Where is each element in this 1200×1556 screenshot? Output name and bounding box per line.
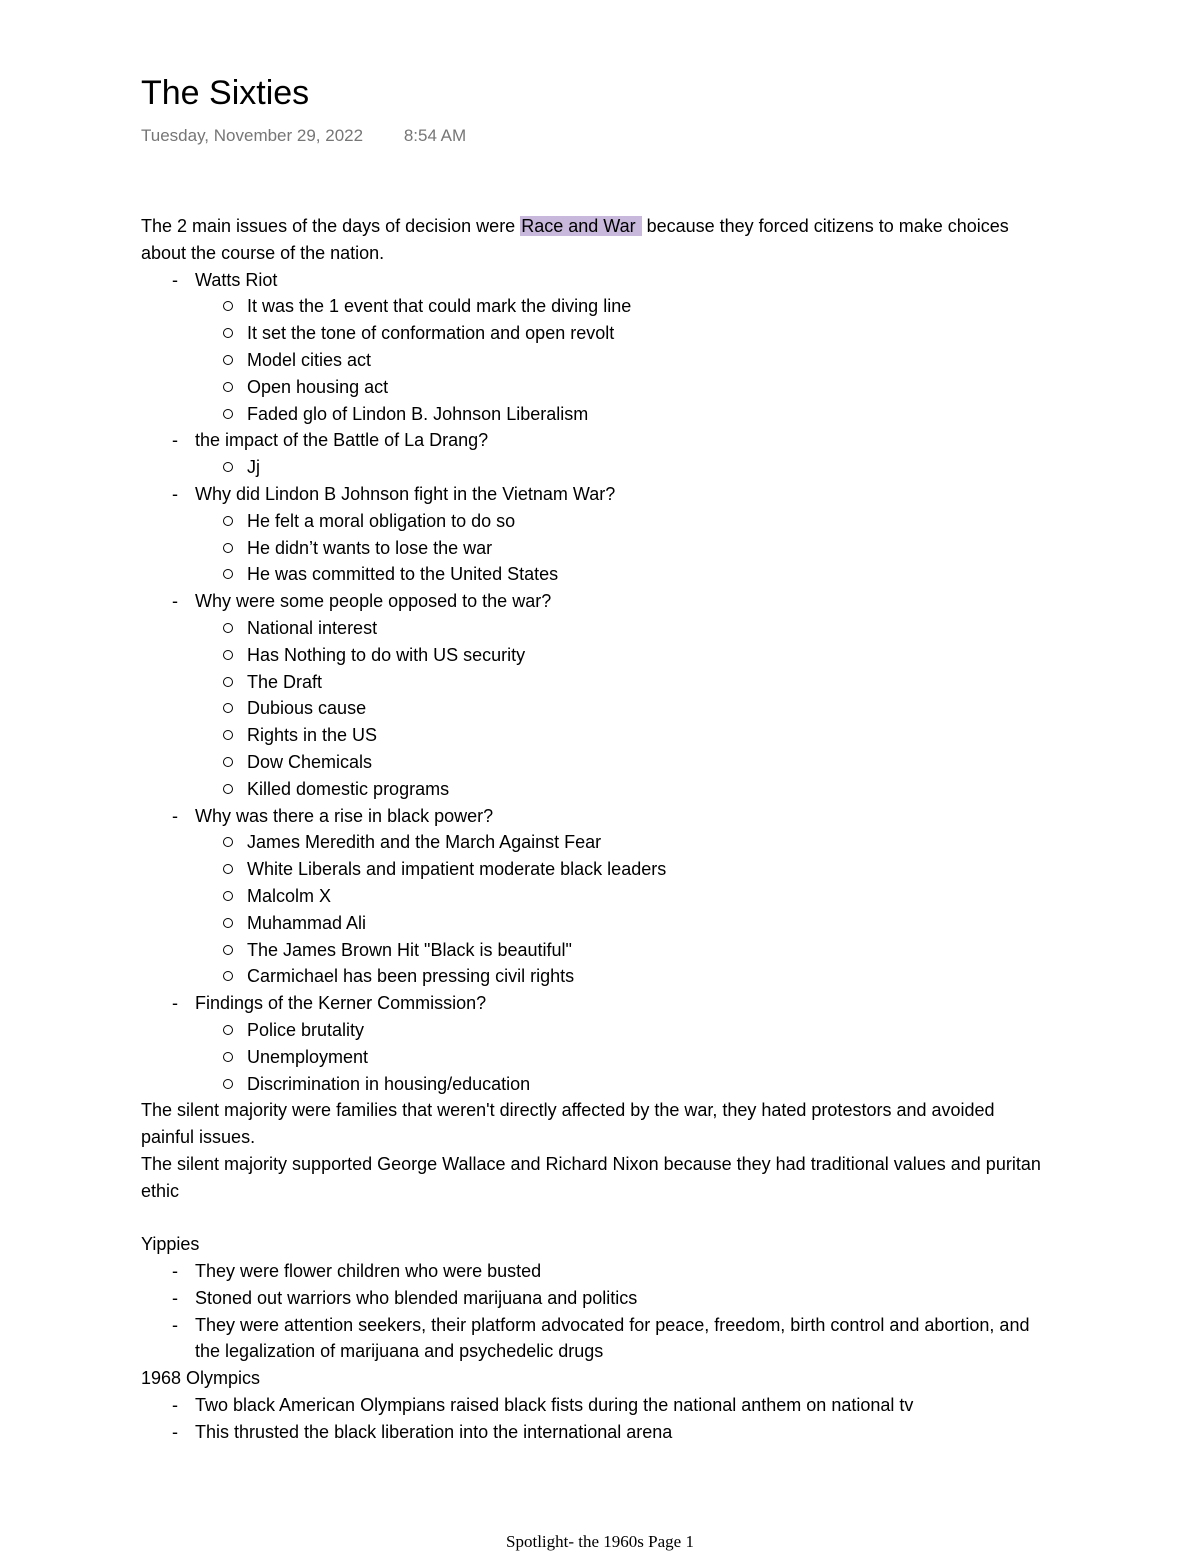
page-footer: Spotlight- the 1960s Page 1 bbox=[506, 1532, 694, 1551]
list-item bbox=[195, 320, 1041, 347]
section-label: Watts Riot bbox=[195, 269, 278, 290]
item-text: They were attention seekers, their platform advocated for peace, freedom, birth control and abortion, and the legalization of marijuana and psychedelic drugs bbox=[195, 1314, 1030, 1362]
item-text: Unemployment bbox=[247, 1046, 369, 1067]
list-item bbox=[195, 910, 1041, 937]
sub-list bbox=[195, 1017, 1041, 1097]
list-item bbox=[195, 1071, 1041, 1098]
list-item bbox=[141, 588, 1041, 802]
list-item bbox=[141, 267, 1041, 428]
list-item bbox=[195, 749, 1041, 776]
item-text: Carmichael has been pressing civil rights bbox=[247, 966, 575, 987]
list-item bbox=[195, 722, 1041, 749]
item-text: White Liberals and impatient moderate black leaders bbox=[247, 859, 667, 880]
item-text: Police brutality bbox=[247, 1019, 365, 1040]
circle-bullet-icon bbox=[223, 1052, 233, 1062]
list-item bbox=[195, 963, 1041, 990]
list-item bbox=[195, 856, 1041, 883]
circle-bullet-icon bbox=[223, 462, 233, 472]
item-text: Dow Chemicals bbox=[247, 751, 373, 772]
list-item bbox=[141, 481, 1041, 588]
page-title: The Sixties bbox=[141, 74, 310, 112]
item-text: They were flower children who were busted bbox=[195, 1261, 542, 1282]
list-item bbox=[141, 427, 1041, 481]
circle-bullet-icon bbox=[223, 918, 233, 928]
dash-bullet-icon: - bbox=[172, 805, 178, 826]
circle-bullet-icon bbox=[223, 409, 233, 419]
list-item bbox=[195, 642, 1041, 669]
list-item bbox=[141, 1285, 1041, 1312]
item-text: Faded glo of Lindon B. Johnson Liberalism bbox=[247, 403, 589, 424]
item-text: He felt a moral obligation to do so bbox=[247, 510, 516, 531]
dash-bullet-icon: - bbox=[172, 1395, 178, 1416]
item-text: Stoned out warriors who blended marijuana and politics bbox=[195, 1287, 638, 1308]
page-time: 8:54 AM bbox=[403, 126, 467, 145]
dash-bullet-icon: - bbox=[172, 1261, 178, 1282]
item-text: Two black American Olympians raised black fists during the national anthem on national tv bbox=[195, 1395, 914, 1416]
item-text: The Draft bbox=[247, 671, 323, 692]
list-item bbox=[195, 1044, 1041, 1071]
circle-bullet-icon bbox=[223, 757, 233, 767]
page-dateline bbox=[141, 126, 466, 146]
circle-bullet-icon bbox=[223, 1079, 233, 1089]
item-text: Has Nothing to do with US security bbox=[247, 644, 526, 665]
circle-bullet-icon bbox=[223, 945, 233, 955]
sub-list bbox=[195, 508, 1041, 588]
silent-majority-paragraph-2: The silent majority supported George Wallace and Richard Nixon because they had traditional values and puritan ethic bbox=[141, 1153, 1041, 1201]
item-text: Dubious cause bbox=[247, 698, 367, 719]
item-text: Discrimination in housing/education bbox=[247, 1073, 531, 1094]
section-label: the impact of the Battle of La Drang? bbox=[195, 430, 489, 451]
item-text: National interest bbox=[247, 617, 378, 638]
sub-list bbox=[195, 293, 1041, 427]
intro-text-before: The 2 main issues of the days of decision were bbox=[141, 216, 521, 236]
item-text: Jj bbox=[247, 457, 260, 478]
yippies-heading: Yippies bbox=[141, 1234, 200, 1255]
silent-majority-paragraph-1: The silent majority were families that weren't directly affected by the war, they hated protestors and avoided painful issues. bbox=[141, 1100, 995, 1148]
blank-line bbox=[141, 1204, 1041, 1231]
circle-bullet-icon bbox=[223, 971, 233, 981]
circle-bullet-icon bbox=[223, 703, 233, 713]
item-text: The James Brown Hit "Black is beautiful" bbox=[247, 939, 572, 960]
dash-bullet-icon: - bbox=[172, 1314, 178, 1335]
list-item bbox=[195, 401, 1041, 428]
dash-bullet-icon: - bbox=[172, 591, 178, 612]
note-body bbox=[141, 213, 1041, 1446]
olympics-list bbox=[141, 1392, 1041, 1446]
page-date: Tuesday, November 29, 2022 bbox=[141, 126, 364, 145]
item-text: Muhammad Ali bbox=[247, 912, 367, 933]
list-item bbox=[195, 347, 1041, 374]
list-item bbox=[195, 508, 1041, 535]
list-item bbox=[195, 695, 1041, 722]
circle-bullet-icon bbox=[223, 650, 233, 660]
list-item bbox=[195, 1017, 1041, 1044]
sub-list bbox=[195, 454, 1041, 481]
list-item bbox=[195, 937, 1041, 964]
intro-paragraph bbox=[141, 213, 1041, 267]
list-item bbox=[141, 1312, 1041, 1366]
circle-bullet-icon bbox=[223, 730, 233, 740]
circle-bullet-icon bbox=[223, 355, 233, 365]
list-item bbox=[195, 454, 1041, 481]
dash-bullet-icon: - bbox=[172, 269, 178, 290]
item-text: He was committed to the United States bbox=[247, 564, 559, 585]
circle-bullet-icon bbox=[223, 1025, 233, 1035]
item-text: James Meredith and the March Against Fear bbox=[247, 832, 602, 853]
list-item bbox=[195, 293, 1041, 320]
dash-bullet-icon: - bbox=[172, 1421, 178, 1442]
item-text: This thrusted the black liberation into the international arena bbox=[195, 1421, 673, 1442]
dash-bullet-icon: - bbox=[172, 430, 178, 451]
section-label: Why was there a rise in black power? bbox=[195, 805, 494, 826]
item-text: He didn’t wants to lose the war bbox=[247, 537, 493, 558]
list-item bbox=[195, 883, 1041, 910]
section-label: Why did Lindon B Johnson fight in the Vietnam War? bbox=[195, 483, 616, 504]
circle-bullet-icon bbox=[223, 677, 233, 687]
list-item bbox=[195, 374, 1041, 401]
issues-list bbox=[141, 267, 1041, 1098]
item-text: Killed domestic programs bbox=[247, 778, 450, 799]
highlighted-text: Race and War bbox=[520, 216, 641, 236]
list-item bbox=[195, 535, 1041, 562]
sub-list bbox=[195, 615, 1041, 803]
dash-bullet-icon: - bbox=[172, 483, 178, 504]
item-text: It set the tone of conformation and open revolt bbox=[247, 323, 615, 344]
section-label: Why were some people opposed to the war? bbox=[195, 591, 552, 612]
circle-bullet-icon bbox=[223, 301, 233, 311]
item-text: It was the 1 event that could mark the diving line bbox=[247, 296, 632, 317]
list-item bbox=[195, 615, 1041, 642]
list-item bbox=[141, 803, 1041, 991]
circle-bullet-icon bbox=[223, 623, 233, 633]
list-item bbox=[195, 776, 1041, 803]
dash-bullet-icon: - bbox=[172, 993, 178, 1014]
circle-bullet-icon bbox=[223, 516, 233, 526]
section-label: Findings of the Kerner Commission? bbox=[195, 993, 487, 1014]
intro-text-after: because they forced citizens to make choices about the course of the nation. bbox=[141, 216, 1009, 263]
list-item bbox=[141, 1392, 1041, 1419]
circle-bullet-icon bbox=[223, 891, 233, 901]
circle-bullet-icon bbox=[223, 837, 233, 847]
list-item bbox=[141, 1419, 1041, 1446]
circle-bullet-icon bbox=[223, 382, 233, 392]
list-item bbox=[195, 829, 1041, 856]
item-text: Rights in the US bbox=[247, 725, 378, 746]
item-text: Open housing act bbox=[247, 376, 389, 397]
item-text: Model cities act bbox=[247, 349, 372, 370]
circle-bullet-icon bbox=[223, 864, 233, 874]
list-item bbox=[141, 1258, 1041, 1285]
dash-bullet-icon: - bbox=[172, 1287, 178, 1308]
olympics-heading: 1968 Olympics bbox=[141, 1368, 261, 1389]
circle-bullet-icon bbox=[223, 784, 233, 794]
circle-bullet-icon bbox=[223, 543, 233, 553]
circle-bullet-icon bbox=[223, 328, 233, 338]
yippies-list bbox=[141, 1258, 1041, 1365]
circle-bullet-icon bbox=[223, 569, 233, 579]
list-item bbox=[141, 990, 1041, 1097]
list-item bbox=[195, 669, 1041, 696]
item-text: Malcolm X bbox=[247, 885, 332, 906]
list-item bbox=[195, 561, 1041, 588]
sub-list bbox=[195, 829, 1041, 990]
